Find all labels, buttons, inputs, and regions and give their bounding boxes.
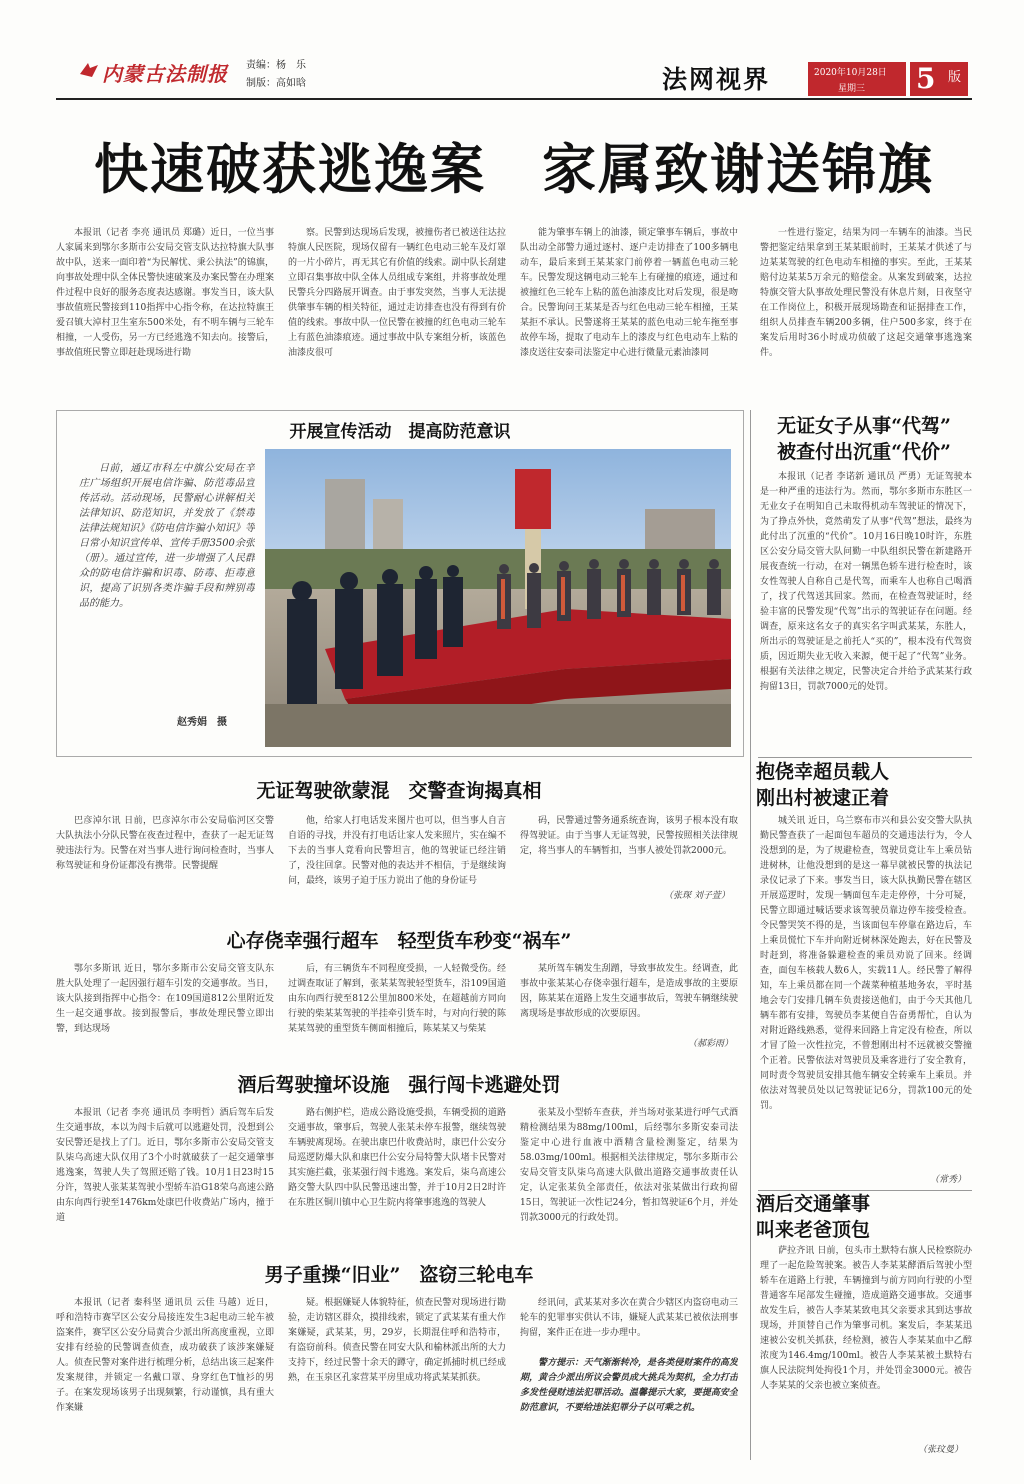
chaoyun-headline: 心存侥幸强行超车 轻型货车秒变“祸车” (226, 930, 572, 952)
chaoyuan-signoff: （常秀） (930, 1175, 967, 1185)
lead-headline: 快速破获逃逸案 家属致谢送锦旗 (94, 137, 934, 201)
fudiao-signoff: （张玟曼） (918, 1445, 964, 1455)
fudiao-headline-2: 叫来老爸顶包 (756, 1219, 871, 1241)
jiuhou-col-3: 张某及小型轿车查获，并当场对张某进行呼气式酒精检测结果为88mg/100ml，后经鄂尔多斯安泰司法鉴定中心进行血液中酒精含量检测鉴定，结果为58.03mg/100ml。根据相关法律规定，鄂尔多斯市公安局交管支队柒乌高速大队做出道路交通事故责任认定，认定张某负全部责任，依法对张某做出行政拘留15日，驾驶证一次性记24分，暂扣驾驶证6个月，并处罚款3000元的行政处罚。 (520, 1108, 738, 1223)
producer-credit: 制版：高如晗 (246, 78, 306, 89)
daoqie-tip: 警方提示：天气渐渐转冷，是各类侵财案件的高发期，黄合少派出所议会警员成大挑兵为契机，全力打击多发性侵财违法犯罪活动。温馨提示大家，要提高安全防范意识，不要给违法犯罪分子以可乘之机。 (520, 1358, 738, 1413)
section-title: 法网视界 (662, 65, 771, 94)
news-photo (265, 449, 731, 747)
photo-headline: 开展宣传活动 提高防范意识 (289, 422, 511, 442)
chaoyun-col-3: 某所驾车辆发生刮蹭，导致事故发生。经调查，此事故中张某某心存侥幸强行超车，是造成事故的主要原因，陈某某在道路上发生交通事故后，驾驶车辆继续驶离现场是事故形成的次要原因。 (520, 964, 738, 1019)
daoqie-col-3: 经讯问，武某某对多次在黄合少辖区内盗窃电动三轮车的犯罪事实供认不讳，嫌疑人武某某已被依法刑事拘留，案件正在进一步办理中。 (520, 1298, 738, 1338)
fudiao-rule (758, 1190, 972, 1191)
chaoyuan-rule (758, 757, 972, 758)
lead-col-1: 本报讯（记者 李亮 通讯员 郑璐）近日，一位当事人家属来到鄂尔多斯市公安局交管支队达拉特旗大队事故中队，送来一面印着“为民解忧、秉公执法”的锦旗，向事故处理中队全体民警快速破案及办案民警在办理案件过程中良好的服务态度表达感谢。事发当日，该大队事故值班民警接到110指挥中心指令称，在达拉特旗王爱召镇大淖村卫生室东500米处，有不明车辆与三轮车相撞，一人受伤，另一方已经逃逸不知去向。接警后，事故值班民警立即赶赴现场进行勘 (56, 228, 274, 358)
lead-col-4: 一性进行鉴定，结果为同一车辆车的油漆。当民警把鉴定结果拿到王某某眼前时，王某某才供述了与边某某驾驶的红色电动车相撞的事实。至此，王某某赔付边某某5万余元的赔偿金。从案发到破案，达拉特旗交管大队事故处理民警没有休息片刻，日夜坚守在工作岗位上，积极开展现场勘查和证据排查工作，组织人员排查车辆200多辆，住户500多家，终于在案发后用时36小时成功侦破了这起交通肇事逃逸案件。 (760, 228, 972, 358)
masthead-rule (56, 98, 972, 100)
page-number-box (910, 62, 968, 96)
wuzheng-headline: 无证驾驶欲蒙混 交警查询揭真相 (256, 780, 542, 802)
chaoyun-signoff: （郝彩雨） (688, 1039, 734, 1049)
paper-name: 内蒙古法制报 (102, 62, 228, 86)
jiuhou-headline: 酒后驾驶撞坏设施 强行闯卡逃避处罚 (237, 1074, 561, 1096)
wuzheng-col-2: 他，给家人打电话发来图片也可以，但当事人自言自语的寻找，并没有打电话让家人发来照片，实在编不下去的当事人竟看向民警坦言，他的驾驶证已经注销了，没往回拿。民警对他的表达并不相信，于是继续询问，最终，该男子迫于压力说出了他的身份证号 (288, 816, 506, 886)
daijia-headline-1: 无证女子从事“代驾” (777, 415, 951, 437)
lead-col-3: 能为肇事车辆上的油漆，锁定肇事车辆后，事故中队出动全部警力通过逐村、逐户走访排查了100多辆电动车，最后来到王某某家门前停着一辆蓝色电动三轮车。民警发现这辆电动三轮车上有碰撞的痕迹，通过和被撞红色三轮车上粘的蓝色油漆皮比对后发现，很是吻合。民警询问王某某是否与红色电动三轮车相撞，王某某拒不承认。民警遂将王某某的蓝色电动三轮车拖至事故停车场，提取了电动车上的漆皮与红色电动车上粘的漆皮送往安泰司法鉴定中心进行微量元素油漆同 (520, 228, 738, 358)
chaoyun-col-2: 后，有三辆货车不同程度受损，一人轻微受伤。经过调查取证了解到，张某某驾驶轻型货车，沿109国道由东向西行驶至812公里加800米处，在超越前方同向行驶的柴某某驾驶的半挂牵引货车时，与对向行驶的陈某某驾驶的重型货车侧面相撞后，陈某某又与柴某 (288, 964, 506, 1034)
daoqie-col-1: 本报讯（记者 秦科坚 通讯员 云佳 马越）近日，呼和浩特市赛罕区公安分局接连发生3起电动三轮车被盗案件，赛罕区公安分局黄合少派出所高度重视，立即安排有经验的民警调查侦查，成功破获了该涉案嫌疑人。侦查民警对案件进行梳理分析，总结出该三起案件发案规律，并锁定一名戴口罩、身穿红色T恤衫的男子。在案发现场该男子出现频繁，行动谨慎，具有重大作案嫌 (56, 1298, 274, 1413)
chaoyuan-body: 城关讯 近日，乌兰察布市兴和县公安交警大队执勤民警查获了一起面包车超员的交通违法行为，令人没想到的是，为了规避检查，驾驶员竟让车上乘员钻进树林，让他没想到的是这一幕早就被民警的执法记录仪记录了下来。事发当日，该大队执勤民警在辖区开展巡逻时，发现一辆面包车走走停停，十分可疑，民警立即通过喊话要求该驾驶员靠边停车接受检查。令民警哭笑不得的是，当该面包车停靠在路边后，车上乘员慌忙下车并向附近树林深处跑去，好在民警及时赶到，将准备躲避检查的乘员劝说了回来。经调查，面包车核载人数6人，实载11人。经民警了解得知，车上乘员都在同一个蔬菜种植基地务农，平时基地会专门安排几辆车负责接送他们，由于今天其他几辆车都有安排，驾驶员李某便自告奋勇帮忙，自认为对附近路线熟悉，觉得来回路上肯定没有检查，所以才冒了险一次性拉完，不曾想刚出村不远就被交警撞个正着。民警依法对驾驶员及乘客进行了安全教育，同时责令驾驶员安排其他车辆安全转乘车上乘员。并依法对驾驶员处以记驾驶证记6分，罚款100元的处罚。 (760, 816, 972, 1111)
jiuhou-col-1: 本报讯（记者 李亮 通讯员 李明哲）酒后驾车后发生交通事故，本以为闯卡后就可以逃避处罚，没想到公安民警还是找上了门。近日，鄂尔多斯市公安局交管支队柒乌高速大队仅用了3个小时就破获了一起交通肇事逃逸案，驾驶人失了驾照还赔了钱。10月1日23时15分许，驾驶人张某某驾驶小型轿车沿G18荣乌高速公路由东向西行驶至1476km处康巴什收费站广场内，撞于道 (56, 1108, 274, 1223)
issue-weekday: 星期三 (838, 84, 866, 94)
photo-block (56, 410, 744, 757)
daoqie-col-2: 疑。根据嫌疑人体貌特征，侦查民警对现场进行勘验，走访辖区群众，摸排线索，锁定了武某某有重大作案嫌疑，武某某，男，29岁，长期混住呼和浩特市，有盗窃前科。侦查民警在同安大队和榆林派出所的大力支持下，经过民警十余天的蹲守，确定抓捕时机已经成熟，在玉泉区孔家营某平房里成功将武某某抓获。 (288, 1298, 506, 1383)
page-unit: 版 (948, 70, 962, 85)
daijia-body: 本报讯（记者 李诺新 通讯员 严勇）无证驾驶本是一种严重的违法行为。然而，鄂尔多斯市东胜区一无业女子在明知自己未取得机动车驾驶证的情况下，为了挣点外快，竟然萌发了从事“代驾”想法，最终为此付出了沉重的“代价”。10月16日晚10时许，东胜区公安分局交管大队问勤一中队组织民警在新建路开展夜查统一行动，在对一辆黑色轿车进行检查时，该女性驾驶人自称自己是代驾，而乘车人也称自己喝酒了，找了代驾送其回家。然而，在检查驾驶证时，经验丰富的民警发现“代驾”出示的驾驶证存在问题。经调查，原来这名女子的真实名字叫武某某，东胜人，所出示的驾驶证是之前托人“买的”，根本没有代驾资质，因近期失业无收入来源，便干起了“代驾”业务。根据有关法律之规定，民警决定合并给予武某某行政拘留13日，罚款7000元的处罚。 (760, 472, 972, 692)
chaoyuan-headline-1: 抱侥幸超员载人 (756, 761, 890, 783)
editor-credit: 责编：杨 乐 (246, 60, 306, 71)
fudiao-body: 萨拉齐讯 日前，包头市土默特右旗人民检察院办理了一起危险驾驶案。被告人李某某酵酒后驾驶小型轿车在道路上行驶，车辆撞到与前方同向行驶的小型普通客车尾部发生碰撞，造成道路交通事故。交通事故发生后，被告人李某某致电其父亲要求其到达事故现场，并顶替自己作为肇事司机。案发后，李某某迅速被公安机关抓获，经检测，被告人李某某血中乙醇浓度为146.4mg/100ml。被告人李某某被土默特右旗人民法院判处拘役1个月，并处罚金3000元。被告人李某某的父亲也被立案侦查。 (760, 1246, 972, 1391)
daoqie-headline: 男子重操“旧业” 盗窃三轮电车 (264, 1264, 534, 1286)
lead-col-2: 察。民警到达现场后发现，被撞伤者已被送往达拉特旗人民医院，现场仅留有一辆红色电动三轮车及灯罩的一片小碎片，再无其它有价值的线索。副中队长刮建立即召集事故中队全体人员组成专案组，并将事故处理民警兵分四路展开调查。由于事发突然，当事人无法提供肇事车辆的相关特征，通过走访排查也没有得到有价值的线索。事故中队一位民警在被撞的红色电动三轮车上有蓝色油漆痕迹。通过事故中队专案组分析，该蓝色油漆皮很可 (288, 228, 506, 358)
photo-credit: 赵秀娟 摄 (177, 717, 227, 728)
issue-date: 2020年10月28日 (814, 68, 887, 78)
wuzheng-signoff: （张琛 刘子萱） (664, 891, 730, 901)
chaoyuan-headline-2: 刚出村被逮正着 (756, 787, 890, 809)
daijia-headline-2: 被查付出沉重“代价” (777, 441, 951, 463)
paper-logo-icon (78, 60, 100, 80)
chaoyun-col-1: 鄂尔多斯讯 近日，鄂尔多斯市公安局交管支队东胜大队处理了一起因强行超车引发的交通事故。当日，该大队接到指挥中心指令：在109国道812公里附近发生一起交通事故。接到报警后，事故处理民警立即出警，到达现场 (56, 964, 274, 1034)
photo-caption: 日前，通辽市科左中旗公安局在辛庄广场组织开展电信诈骗、防范毒品宣传活动。活动现场，民警耐心讲解相关法律知识、防范知识，并发放了《禁毒法律法规知识》《防电信诈骗小知识》等日常小知识宣传单、宣传手册3500余张（册）。通过宣传，进一步增强了人民群众的防电信诈骗和识毒、防毒、拒毒意识，提高了识别各类诈骗手段和辨别毒品的能力。 (79, 463, 255, 609)
page-number: 5 (916, 62, 936, 95)
wuzheng-col-1: 巴彦淖尔讯 日前，巴彦淖尔市公安局临河区交警大队执法小分队民警在夜查过程中，查获了一起无证驾驶违法行为。民警在对当事人进行询问检查时，当事人称驾驶证和身份证都没有携带。民警提醒 (56, 816, 274, 871)
fudiao-headline-1: 酒后交通肇事 (756, 1193, 871, 1215)
date-box (808, 62, 906, 96)
right-column-divider (750, 410, 751, 1460)
wuzheng-col-3: 码，民警通过警务通系统查询，该男子根本没有取得驾驶证。由于当事人无证驾驶，民警按照相关法律规定，将当事人的车辆暂扣，当事人被处罚款2000元。 (520, 816, 738, 856)
jiuhou-col-2: 路右侧护栏，造成公路设施受损，车辆受损的道路交通事故，肇事后，驾驶人张某未停车报警，继续驾驶车辆驶离现场。在驶出康巴什收费站时，康巴什公安分局巡逻防爆大队和康巴什公安分局特警大队堵卡民警对其实施拦截，张某强行闯卡逃逸。案发后，柒乌高速公路交警大队四中队民警迅速出警，并于10月2日2时许在东胜区铜川镇中心卫生院内将肇事逃逸的驾驶人 (288, 1108, 506, 1208)
masthead (0, 0, 1024, 104)
